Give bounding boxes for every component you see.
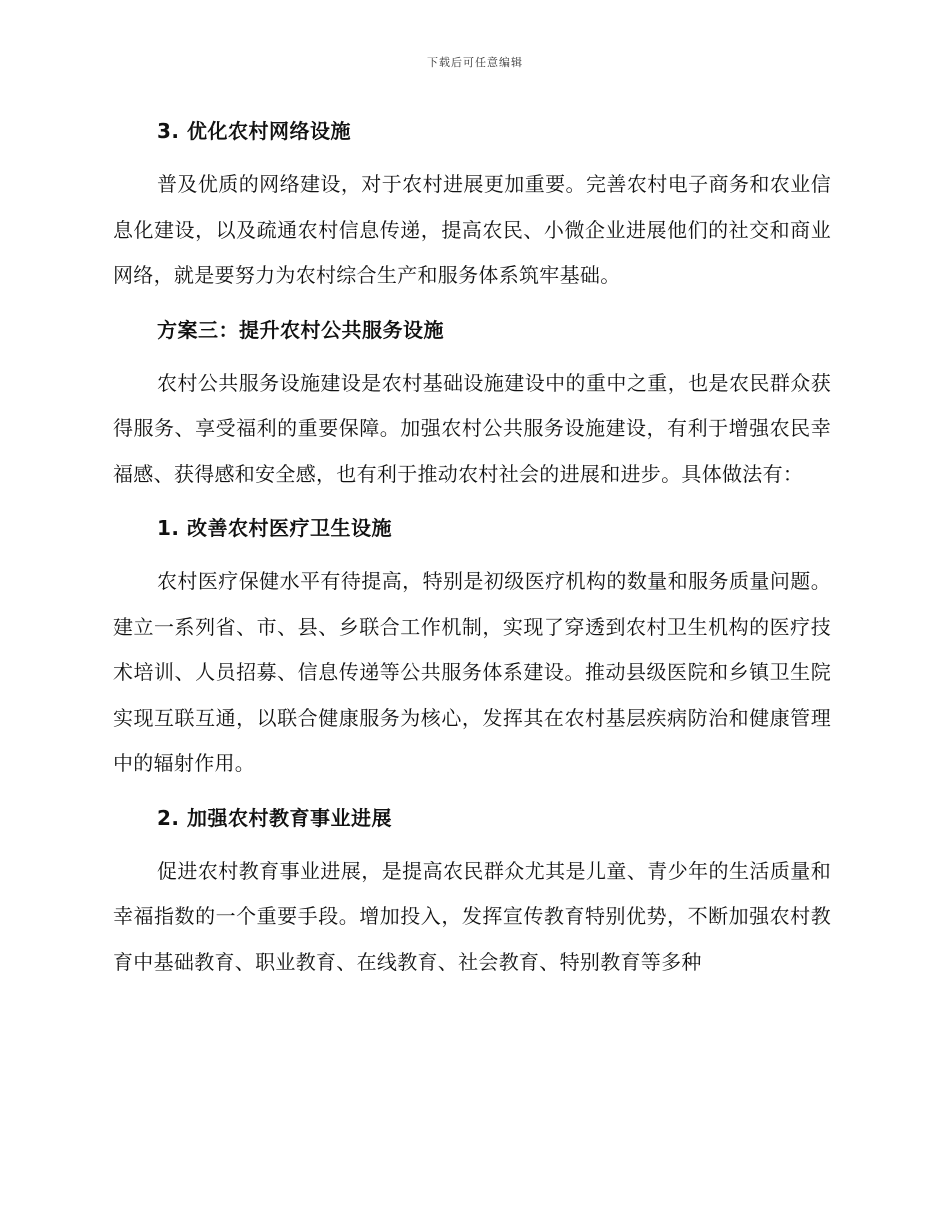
- section-heading: 方案三：提升农村公共服务设施: [157, 317, 444, 342]
- section-heading: 3. 优化农村网络设施: [157, 119, 351, 143]
- section-paragraph: 普及优质的网络建设，对于农村进展更加重要。完善农村电子商务和农业信息化建设，以及疏通农村信息传递，提高农民、小微企业进展他们的社交和商业网络，就是要努力为农村综合生产和服务体系筑牢基础。: [113, 172, 831, 287]
- section-paragraph: 农村医疗保健水平有待提高，特别是初级医疗机构的数量和服务质量问题。建立一系列省、市、县、乡联合工作机制，实现了穿透到农村卫生机构的医疗技术培训、人员招募、信息传递等公共服务体系建设。推动县级医院和乡镇卫生院实现互联互通，以联合健康服务为核心，发挥其在农村基层疾病防治和健康管理中的辐射作用。: [113, 569, 831, 775]
- section-heading: 2. 加强农村教育事业进展: [157, 805, 392, 830]
- section-heading: 1. 改善农村医疗卫生设施: [157, 516, 392, 540]
- page-header: 下载后可任意编辑: [427, 56, 523, 69]
- document-body: [113, 108, 831, 993]
- section-paragraph: 农村公共服务设施建设是农村基础设施建设中的重中之重，也是农民群众获得服务、享受福利的重要保障。加强农村公共服务设施建设，有利于增强农民幸福感、获得感和安全感，也有利于推动农村社会的进展和进步。具体做法有：: [113, 370, 831, 486]
- section-paragraph: 促进农村教育事业进展，是提高农民群众尤其是儿童、青少年的生活质量和幸福指数的一个重要手段。增加投入，发挥宣传教育特别优势，不断加强农村教育中基础教育、职业教育、在线教育、社会教育、特别教育等多种: [113, 858, 831, 974]
